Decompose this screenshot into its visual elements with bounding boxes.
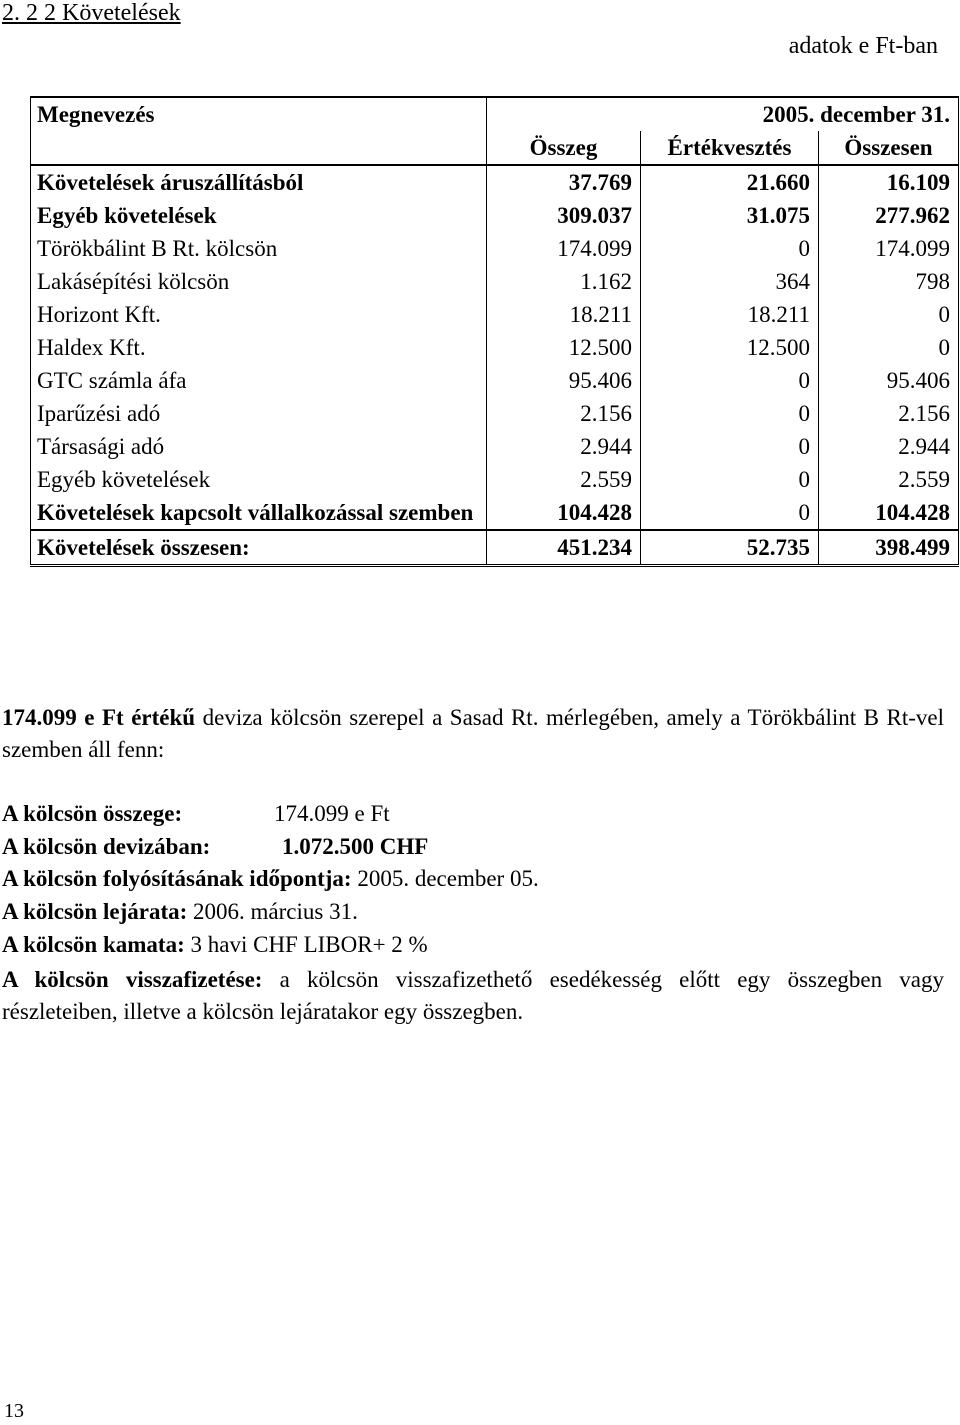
loan-maturity-line: [2, 899, 358, 925]
row-impairment: 0: [641, 463, 819, 496]
row-impairment: 0: [641, 430, 819, 463]
row-name: Követelések kapcsolt vállalkozással szemben: [31, 496, 487, 530]
row-impairment: 0: [641, 496, 819, 530]
row-name: Társasági adó: [31, 430, 487, 463]
loan-maturity-label: A kölcsön lejárata:: [2, 899, 188, 924]
empty-header-cell: [31, 131, 487, 165]
row-total: 2.156: [819, 397, 959, 430]
row-name: Lakásépítési kölcsön: [31, 265, 487, 298]
loan-currency-label: A kölcsön devizában:: [2, 834, 211, 859]
loan-amount-line: [2, 801, 390, 827]
row-name: Követelések áruszállításból: [31, 165, 487, 199]
loan-maturity-value: 2006. március 31.: [187, 899, 358, 924]
row-name: Követelések összesen:: [31, 530, 487, 566]
row-impairment: 364: [641, 265, 819, 298]
table-row: [31, 364, 959, 397]
row-amount: 104.428: [487, 496, 641, 530]
section-heading: 2. 2 2 Követelések: [2, 0, 181, 26]
row-total: 398.499: [819, 530, 959, 566]
row-name: GTC számla áfa: [31, 364, 487, 397]
intro-paragraph: [2, 702, 944, 766]
table-row: [31, 430, 959, 463]
row-name: Egyéb követelések: [31, 199, 487, 232]
row-amount: 309.037: [487, 199, 641, 232]
row-amount: 37.769: [487, 165, 641, 199]
row-amount: 2.944: [487, 430, 641, 463]
table-row: [31, 165, 959, 199]
row-amount: 2.156: [487, 397, 641, 430]
row-total: 798: [819, 265, 959, 298]
loan-repayment-line: [2, 964, 944, 1028]
row-name: Iparűzési adó: [31, 397, 487, 430]
row-impairment: 18.211: [641, 298, 819, 331]
row-impairment: 0: [641, 364, 819, 397]
row-amount: 12.500: [487, 331, 641, 364]
row-name: Haldex Kft.: [31, 331, 487, 364]
row-total: 0: [819, 331, 959, 364]
row-name: Egyéb követelések: [31, 463, 487, 496]
row-impairment: 0: [641, 397, 819, 430]
row-amount: 18.211: [487, 298, 641, 331]
row-total: 2.559: [819, 463, 959, 496]
loan-repayment-label: A kölcsön visszafizetése:: [2, 967, 263, 992]
table-subheader-row: [31, 131, 959, 165]
table-row: [31, 298, 959, 331]
row-total: 174.099: [819, 232, 959, 265]
units-note: adatok e Ft-ban: [788, 33, 938, 59]
receivables-table: [30, 96, 959, 567]
table-row: [31, 397, 959, 430]
row-total: 2.944: [819, 430, 959, 463]
page-number: 13: [4, 1400, 24, 1422]
row-amount: 451.234: [487, 530, 641, 566]
table-row-total: [31, 530, 959, 566]
loan-currency-value: 1.072.500 CHF: [282, 834, 429, 859]
loan-repayment-value: a kölcsön visszafizethető esedékesség előtt egy összegben vagy részleteiben, illetve a kölcsön lejáratakor egy összegben.: [2, 967, 944, 1024]
row-impairment: 0: [641, 232, 819, 265]
row-amount: 2.559: [487, 463, 641, 496]
table-row: [31, 232, 959, 265]
table-header-row: [31, 97, 959, 131]
row-amount: 174.099: [487, 232, 641, 265]
row-impairment: 31.075: [641, 199, 819, 232]
total-header: Összesen: [819, 131, 959, 165]
table-row: [31, 265, 959, 298]
row-name: Törökbálint B Rt. kölcsön: [31, 232, 487, 265]
loan-interest-label: A kölcsön kamata:: [2, 932, 185, 957]
loan-amount-value: 174.099 e Ft: [274, 801, 390, 826]
table-row: [31, 199, 959, 232]
table-row: [31, 463, 959, 496]
intro-bold: 174.099 e Ft értékű: [2, 705, 196, 730]
row-impairment: 12.500: [641, 331, 819, 364]
intro-rest: deviza kölcsön szerepel a Sasad Rt. mérlegében, amely a Törökbálint B Rt-vel szemben áll fenn:: [2, 705, 944, 762]
loan-currency-line: [2, 834, 429, 860]
loan-disbursement-value: 2005. december 05.: [351, 866, 539, 891]
row-name: Horizont Kft.: [31, 298, 487, 331]
loan-disbursement-line: [2, 866, 539, 892]
loan-interest-line: [2, 932, 428, 958]
impairment-header: Értékvesztés: [641, 131, 819, 165]
date-header: 2005. december 31.: [487, 97, 959, 131]
loan-disbursement-label: A kölcsön folyósításának időpontja:: [2, 866, 352, 891]
loan-interest-value: 3 havi CHF LIBOR+ 2 %: [184, 932, 428, 957]
row-total: 277.962: [819, 199, 959, 232]
row-impairment: 21.660: [641, 165, 819, 199]
table-row-affiliated: [31, 496, 959, 530]
row-amount: 95.406: [487, 364, 641, 397]
row-amount: 1.162: [487, 265, 641, 298]
row-total: 0: [819, 298, 959, 331]
row-total: 104.428: [819, 496, 959, 530]
row-total: 95.406: [819, 364, 959, 397]
row-impairment: 52.735: [641, 530, 819, 566]
amount-header: Összeg: [487, 131, 641, 165]
row-total: 16.109: [819, 165, 959, 199]
col-name-header: Megnevezés: [31, 97, 487, 131]
loan-amount-label: A kölcsön összege:: [2, 801, 183, 826]
table-row: [31, 331, 959, 364]
